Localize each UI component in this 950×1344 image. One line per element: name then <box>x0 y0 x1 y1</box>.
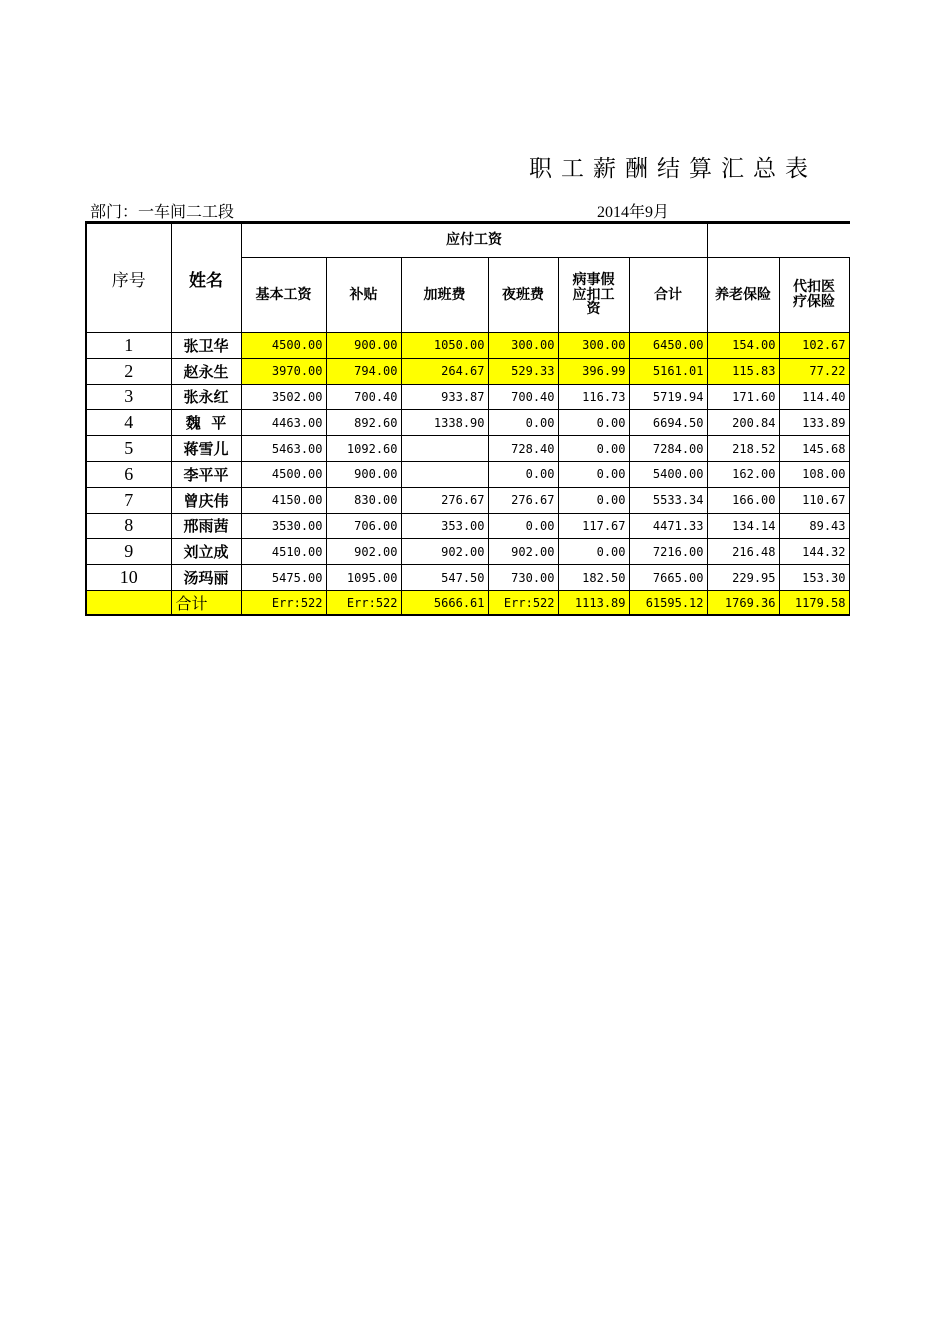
header-name: 姓名 <box>171 223 241 333</box>
cell-value[interactable]: 900.00 <box>326 461 401 487</box>
cell-value[interactable]: 276.67 <box>488 487 558 513</box>
cell-value[interactable]: 933.87 <box>401 384 488 410</box>
cell-value[interactable] <box>849 384 850 410</box>
header-index: 序号 <box>86 223 171 333</box>
cell-value[interactable]: 5463.00 <box>241 436 326 462</box>
cell-value[interactable]: 1050.00 <box>401 333 488 359</box>
total-value[interactable]: 1113.89 <box>558 590 629 615</box>
row-name[interactable]: 邢雨茜 <box>171 513 241 539</box>
cell-value[interactable]: 153.30 <box>779 565 849 591</box>
cell-value[interactable]: 200.84 <box>707 410 779 436</box>
cell-value[interactable]: 902.00 <box>326 539 401 565</box>
cell-value[interactable]: 300.00 <box>488 333 558 359</box>
header-col-7: 代扣医 疗保险 <box>779 258 849 333</box>
cell-value[interactable]: 794.00 <box>326 358 401 384</box>
cell-value[interactable]: 182.50 <box>558 565 629 591</box>
cell-value[interactable]: 0.00 <box>558 539 629 565</box>
table-row <box>86 565 850 591</box>
header-payable-group: 应付工资 <box>241 223 707 258</box>
cell-value[interactable]: 5161.01 <box>629 358 707 384</box>
cell-value[interactable]: 133.89 <box>779 410 849 436</box>
cell-value[interactable]: 6694.50 <box>629 410 707 436</box>
cell-value[interactable]: 4471.33 <box>629 513 707 539</box>
cell-value[interactable]: 77.22 <box>779 358 849 384</box>
cell-value[interactable]: 730.00 <box>488 565 558 591</box>
cell-value[interactable]: 0.00 <box>488 513 558 539</box>
cell-value[interactable]: 728.40 <box>488 436 558 462</box>
row-index[interactable]: 6 <box>86 461 171 487</box>
cell-value[interactable]: 6450.00 <box>629 333 707 359</box>
cell-value[interactable]: 229.95 <box>707 565 779 591</box>
cell-value[interactable] <box>849 436 850 462</box>
total-value[interactable]: 1179.58 <box>779 590 849 615</box>
row-name[interactable]: 李平平 <box>171 461 241 487</box>
cell-value[interactable] <box>401 436 488 462</box>
table-row <box>86 410 850 436</box>
cell-value[interactable]: 4150.00 <box>241 487 326 513</box>
table-row <box>86 436 850 462</box>
row-index[interactable]: 5 <box>86 436 171 462</box>
header-col-5: 合计 <box>629 258 707 333</box>
cell-value[interactable]: 117.67 <box>558 513 629 539</box>
cell-value[interactable]: 0.00 <box>488 461 558 487</box>
cell-value[interactable]: 706.00 <box>326 513 401 539</box>
cell-value[interactable]: 902.00 <box>488 539 558 565</box>
cell-value[interactable]: 396.99 <box>558 358 629 384</box>
cell-value[interactable]: 5475.00 <box>241 565 326 591</box>
table-row <box>86 487 850 513</box>
cell-value[interactable]: 700.40 <box>326 384 401 410</box>
cell-value[interactable]: 1092.60 <box>326 436 401 462</box>
cell-value[interactable] <box>401 461 488 487</box>
total-value[interactable]: 61595.12 <box>629 590 707 615</box>
row-index[interactable]: 9 <box>86 539 171 565</box>
cell-value[interactable]: 900.00 <box>326 333 401 359</box>
row-index[interactable]: 7 <box>86 487 171 513</box>
cell-value[interactable] <box>849 461 850 487</box>
row-name[interactable]: 刘立成 <box>171 539 241 565</box>
cell-value[interactable]: 4500.00 <box>241 461 326 487</box>
row-name[interactable]: 魏 平 <box>171 410 241 436</box>
cell-value[interactable]: 89.43 <box>779 513 849 539</box>
row-name[interactable]: 汤玛丽 <box>171 565 241 591</box>
row-index[interactable]: 3 <box>86 384 171 410</box>
cell-value[interactable]: 4463.00 <box>241 410 326 436</box>
cell-value[interactable]: 700.40 <box>488 384 558 410</box>
sheet-title: 职工薪酬结算汇总表 <box>529 156 817 182</box>
cell-value[interactable]: 115.83 <box>707 358 779 384</box>
row-name[interactable]: 张卫华 <box>171 333 241 359</box>
cell-value[interactable]: 1338.90 <box>401 410 488 436</box>
header-col-2: 加班费 <box>401 258 488 333</box>
cell-value[interactable]: 145.68 <box>779 436 849 462</box>
cell-value[interactable]: 529.33 <box>488 358 558 384</box>
table-row <box>86 513 850 539</box>
cell-value[interactable] <box>849 358 850 384</box>
cell-value[interactable]: 3502.00 <box>241 384 326 410</box>
cell-value[interactable]: 0.00 <box>558 461 629 487</box>
header-col-4: 病事假 应扣工 资 <box>558 258 629 333</box>
cell-value[interactable]: 264.67 <box>401 358 488 384</box>
cell-value[interactable]: 830.00 <box>326 487 401 513</box>
header-col-extra <box>849 258 850 333</box>
header-col-6: 养老保险 <box>707 258 779 333</box>
cell-value[interactable]: 0.00 <box>558 436 629 462</box>
row-name[interactable]: 赵永生 <box>171 358 241 384</box>
cell-value[interactable]: 154.00 <box>707 333 779 359</box>
table-row <box>86 358 850 384</box>
cell-value[interactable]: 0.00 <box>558 487 629 513</box>
cell-value[interactable]: 892.60 <box>326 410 401 436</box>
table-row <box>86 461 850 487</box>
cell-value[interactable]: 902.00 <box>401 539 488 565</box>
total-label[interactable]: 合计 <box>171 590 241 615</box>
cell-value[interactable]: 162.00 <box>707 461 779 487</box>
cell-value[interactable]: 216.48 <box>707 539 779 565</box>
row-index[interactable]: 2 <box>86 358 171 384</box>
row-name[interactable]: 曾庆伟 <box>171 487 241 513</box>
cell-value[interactable]: 171.60 <box>707 384 779 410</box>
cell-value[interactable]: 116.73 <box>558 384 629 410</box>
total-value[interactable]: 1769.36 <box>707 590 779 615</box>
cell-value[interactable]: 353.00 <box>401 513 488 539</box>
cell-value[interactable]: 102.67 <box>779 333 849 359</box>
total-value[interactable]: Err:522 <box>326 590 401 615</box>
cell-value[interactable]: 0.00 <box>558 410 629 436</box>
cell-value[interactable]: 300.00 <box>558 333 629 359</box>
cell-value[interactable]: 1095.00 <box>326 565 401 591</box>
cell-value[interactable]: 7284.00 <box>629 436 707 462</box>
cell-value[interactable]: 3970.00 <box>241 358 326 384</box>
total-value[interactable] <box>849 590 850 615</box>
table-row <box>86 333 850 359</box>
cell-value[interactable]: 144.32 <box>779 539 849 565</box>
row-name[interactable]: 蒋雪儿 <box>171 436 241 462</box>
header-col-1: 补贴 <box>326 258 401 333</box>
period-label: 2014年9月 <box>597 204 670 221</box>
cell-value[interactable]: 108.00 <box>779 461 849 487</box>
cell-value[interactable]: 5533.34 <box>629 487 707 513</box>
row-index[interactable]: 1 <box>86 333 171 359</box>
cell-value[interactable] <box>849 539 850 565</box>
cell-value[interactable]: 7665.00 <box>629 565 707 591</box>
row-index[interactable]: 4 <box>86 410 171 436</box>
cell-value[interactable]: 3530.00 <box>241 513 326 539</box>
total-row <box>86 590 850 615</box>
cell-value[interactable]: 0.00 <box>488 410 558 436</box>
row-index[interactable]: 8 <box>86 513 171 539</box>
header-col-3: 夜班费 <box>488 258 558 333</box>
row-name[interactable]: 张永红 <box>171 384 241 410</box>
row-index[interactable]: 10 <box>86 565 171 591</box>
cell-value[interactable]: 110.67 <box>779 487 849 513</box>
department-label: 部门：一车间二工段 <box>90 202 235 221</box>
total-index-cell[interactable] <box>86 590 171 615</box>
table-row <box>86 384 850 410</box>
header-col-0: 基本工资 <box>241 258 326 333</box>
table-row <box>86 539 850 565</box>
total-value[interactable]: 5666.61 <box>401 590 488 615</box>
payroll-table <box>85 221 850 616</box>
cell-value[interactable]: 276.67 <box>401 487 488 513</box>
cell-value[interactable]: 4510.00 <box>241 539 326 565</box>
cell-value[interactable] <box>849 487 850 513</box>
cell-value[interactable]: 218.52 <box>707 436 779 462</box>
cell-value[interactable] <box>849 410 850 436</box>
cell-value[interactable]: 4500.00 <box>241 333 326 359</box>
cell-value[interactable] <box>849 565 850 591</box>
cell-value[interactable] <box>849 333 850 359</box>
cell-value[interactable]: 5400.00 <box>629 461 707 487</box>
cell-value[interactable]: 5719.94 <box>629 384 707 410</box>
cell-value[interactable]: 114.40 <box>779 384 849 410</box>
cell-value[interactable]: 547.50 <box>401 565 488 591</box>
total-value[interactable]: Err:522 <box>241 590 326 615</box>
total-value[interactable]: Err:522 <box>488 590 558 615</box>
payroll-table-viewport <box>85 221 850 620</box>
cell-value[interactable]: 7216.00 <box>629 539 707 565</box>
header-deductions-group <box>707 223 850 258</box>
cell-value[interactable]: 166.00 <box>707 487 779 513</box>
cell-value[interactable]: 134.14 <box>707 513 779 539</box>
cell-value[interactable] <box>849 513 850 539</box>
